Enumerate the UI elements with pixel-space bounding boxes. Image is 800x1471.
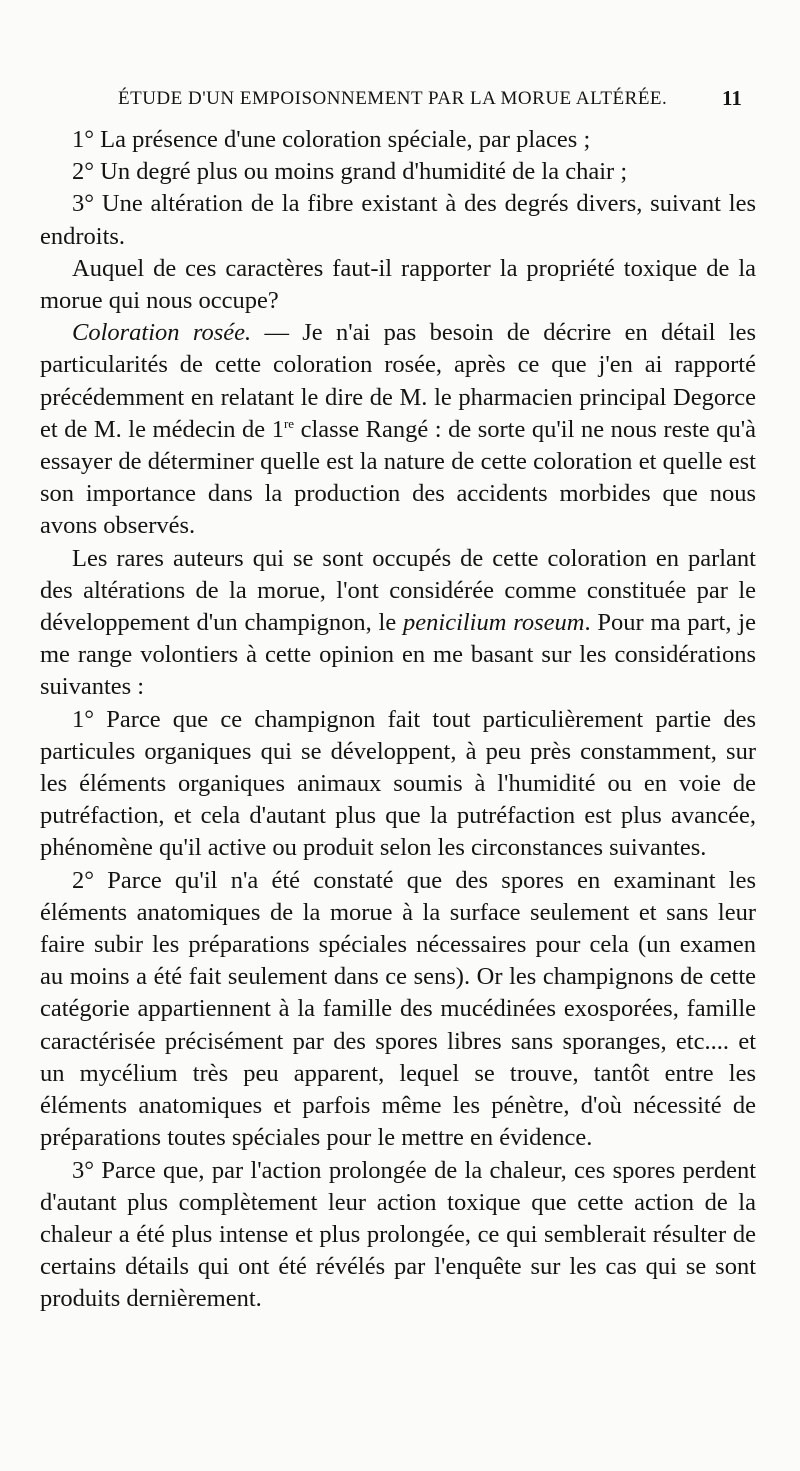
list-item: 1° La présence d'une coloration spéciale, par places ; xyxy=(72,126,591,153)
reason-paragraph: 1° Parce que ce champignon fait tout particulièrement partie des particules organiques qui se développent, à peu près constamment, sur les éléments organiques animaux soumis à l'humidité ou en voie de putréfaction, et cela d'autant plus que la putréfaction est plus avancée, phénomène qu'il active ou produit selon les circonstances suivantes. xyxy=(40,705,756,862)
coloration-paragraph xyxy=(40,317,756,542)
page-number: 11 xyxy=(722,86,742,110)
reason-paragraph: 3° Parce que, par l'action prolongée de la chaleur, ces spores perdent d'autant plus complètement leur action toxique que cette action de la chaleur a été plus intense et plus prolongée, ce qui semblerait résulter de certains détails qui ont été révélés par l'enquête sur les cas qui se sont produits dernièrement. xyxy=(40,1156,756,1313)
coloration-text-cont: classe Rangé : de sorte qu'il ne nous reste qu'à essayer de déterminer quelle est la nature de cette coloration et quelle est son importance dans la production des accidents morbides que nous avons observés. xyxy=(40,415,756,540)
list-item: 2° Un degré plus ou moins grand d'humidité de la chair ; xyxy=(72,158,628,186)
body-text xyxy=(40,124,756,1316)
authors-text: Les rares auteurs qui se sont occupés de cette coloration en parlant des altérations de la morue, l'ont considérée comme constituée par le développement d'un champignon, le xyxy=(40,544,756,637)
authors-text-cont: . Pour ma part, je me range volontiers à cette opinion en me basant sur les considérations suivantes : xyxy=(40,609,756,701)
superscript: re xyxy=(283,415,295,431)
list-item: 3° Une altération de la fibre existant à des degrés divers, suivant les endroits. xyxy=(40,190,756,250)
section-heading: Coloration rosée. xyxy=(72,319,252,347)
authors-paragraph xyxy=(40,543,756,704)
coloration-text: — Je n'ai pas besoin de décrire en détail les particularités de cette coloration rosée, après ce que j'en ai rapporté précédemment en relatant le dire de M. le pharmacien principal Degorce et de M. le médecin de 1 xyxy=(40,319,756,443)
question-paragraph: Auquel de ces caractères faut-il rapporter la propriété toxique de la morue qui nous occupe? xyxy=(40,254,756,315)
species-name: penicilium roseum xyxy=(403,609,585,637)
reason-paragraph: 2° Parce qu'il n'a été constaté que des spores en examinant les éléments anatomiques de la morue à la surface seulement et sans leur faire subir les préparations spéciales nécessaires pour cela (un examen au moins a été fait seulement dans ce sens). Or les champignons de cette catégorie appartiennent à la famille des mucédinées exosporées, famille caractérisée précisément par des spores libres sans sporanges, etc.... et un mycélium très peu apparent, lequel se trouve, tantôt entre les éléments anatomiques et parfois même les pénètre, d'où nécessité de préparations toutes spéciales pour le mettre en évidence. xyxy=(40,866,756,1152)
running-title: ÉTUDE D'UN EMPOISONNEMENT PAR LA MORUE ALTÉRÉE. xyxy=(118,88,668,109)
